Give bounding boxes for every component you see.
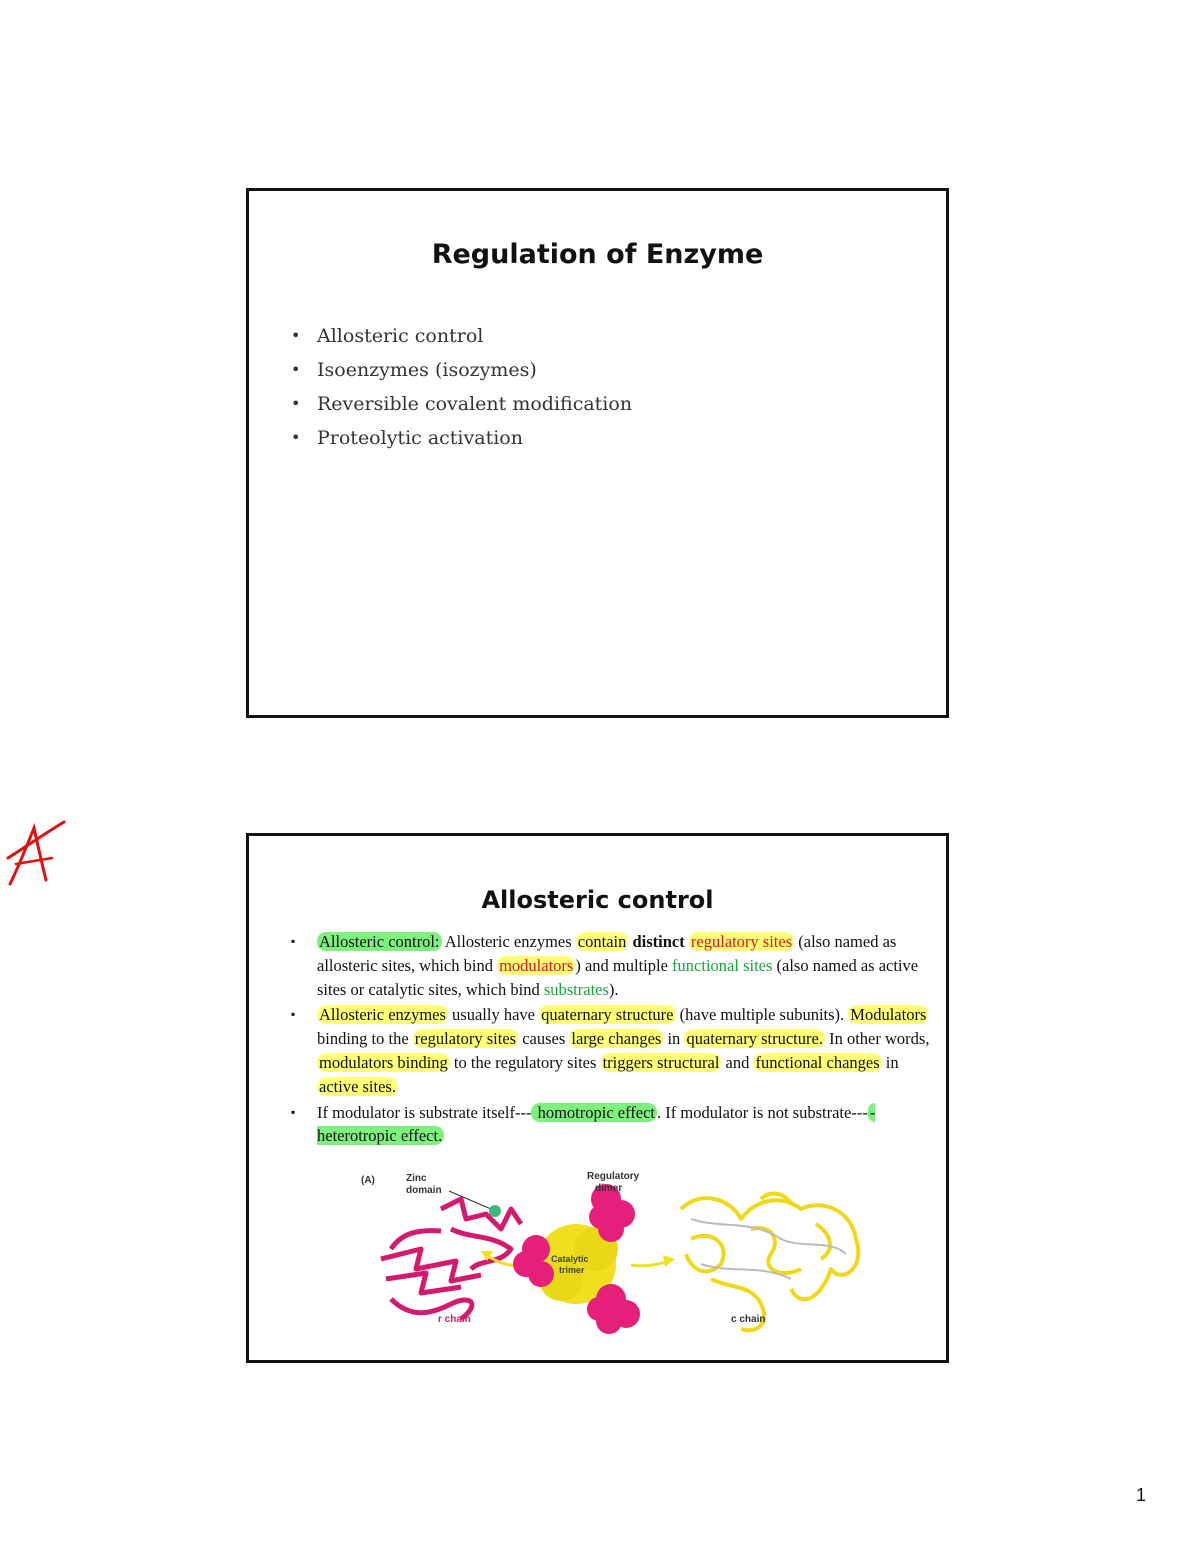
r-chain-ribbon-icon <box>381 1199 521 1319</box>
figure-label-zinc: Zinc <box>406 1173 427 1184</box>
text: If modulator is substrate itself--- <box>317 1102 532 1122</box>
highlight: modulators binding <box>319 1052 448 1072</box>
handwritten-mark-icon <box>4 818 66 890</box>
figure-label-trimer: trimer <box>559 1265 585 1275</box>
list-item <box>291 1003 931 1098</box>
text: ). <box>608 979 619 999</box>
figure-label-domain: domain <box>406 1185 442 1196</box>
highlight: large changes <box>571 1029 662 1049</box>
text: ) and multiple <box>575 955 673 975</box>
list-item <box>291 1101 931 1149</box>
highlight: -heterotropic effect. <box>317 1102 876 1146</box>
text: In other words, <box>824 1029 930 1049</box>
figure-panel-label: (A) <box>361 1175 375 1186</box>
colored-text: functional sites <box>672 955 773 975</box>
text: causes <box>518 1029 570 1049</box>
text: Allosteric enzymes <box>441 932 576 951</box>
list-item: • Isoenzymes (isozymes) <box>291 353 632 387</box>
highlight: quaternary structure. <box>686 1029 823 1049</box>
highlight: quaternary structure <box>541 1005 674 1025</box>
page-number: 1 <box>1136 1485 1147 1505</box>
text: in <box>881 1052 899 1072</box>
list-item <box>291 930 931 1001</box>
text: . If modulator is not substrate--- <box>657 1102 868 1122</box>
highlight: functional changes <box>755 1052 880 1072</box>
text: (also named as active sites or catalytic sites, which bind <box>317 955 919 999</box>
arrowhead-icon <box>663 1255 675 1267</box>
list-item: • Proteolytic activation <box>291 421 632 455</box>
highlight: regulatory sites <box>690 932 793 951</box>
highlight: regulatory sites <box>414 1029 517 1049</box>
figure-label-catalytic: Catalytic <box>551 1254 589 1264</box>
figure-label-dimer: dimer <box>595 1183 623 1194</box>
text: to the regulatory sites <box>449 1052 601 1072</box>
list-item: • Reversible covalent modification <box>291 387 632 421</box>
highlight: active sites. <box>319 1076 396 1096</box>
highlight: triggers structural <box>602 1052 720 1072</box>
highlight: contain <box>577 932 627 951</box>
c-chain-ribbon-icon <box>681 1194 858 1331</box>
colored-text: substrates <box>543 979 609 999</box>
bold-text: distinct <box>632 932 685 951</box>
figure-label-regulatory: Regulatory <box>587 1171 640 1182</box>
bullet-list <box>291 930 931 1150</box>
slide-title: Regulation of Enzyme <box>431 239 764 270</box>
text: and <box>721 1052 754 1072</box>
figure-label-r-chain: r chain <box>438 1314 471 1325</box>
highlight: Modulators <box>850 1005 927 1025</box>
highlight: homotropic effect <box>533 1102 656 1122</box>
atcase-structure-figure <box>361 1169 881 1341</box>
highlight: Allosteric control: <box>319 932 440 951</box>
zinc-atom-icon <box>489 1205 501 1217</box>
list-item: • Allosteric control <box>291 319 632 353</box>
text: in <box>663 1029 685 1049</box>
highlight: Allosteric enzymes <box>319 1005 446 1025</box>
slide-allosteric-control <box>246 833 949 1363</box>
slide-title: Allosteric control <box>481 886 714 914</box>
text: (have multiple subunits). <box>675 1005 849 1025</box>
figure-label-c-chain: c chain <box>731 1314 766 1325</box>
bullet-list <box>291 319 632 455</box>
text: binding to the <box>317 1029 413 1049</box>
text: (also named as allosteric sites, which bind <box>317 932 897 975</box>
text: usually have <box>447 1005 540 1025</box>
slide-regulation-of-enzyme <box>246 188 949 718</box>
arrow-right-icon <box>631 1261 669 1266</box>
highlight: modulators <box>499 955 574 975</box>
